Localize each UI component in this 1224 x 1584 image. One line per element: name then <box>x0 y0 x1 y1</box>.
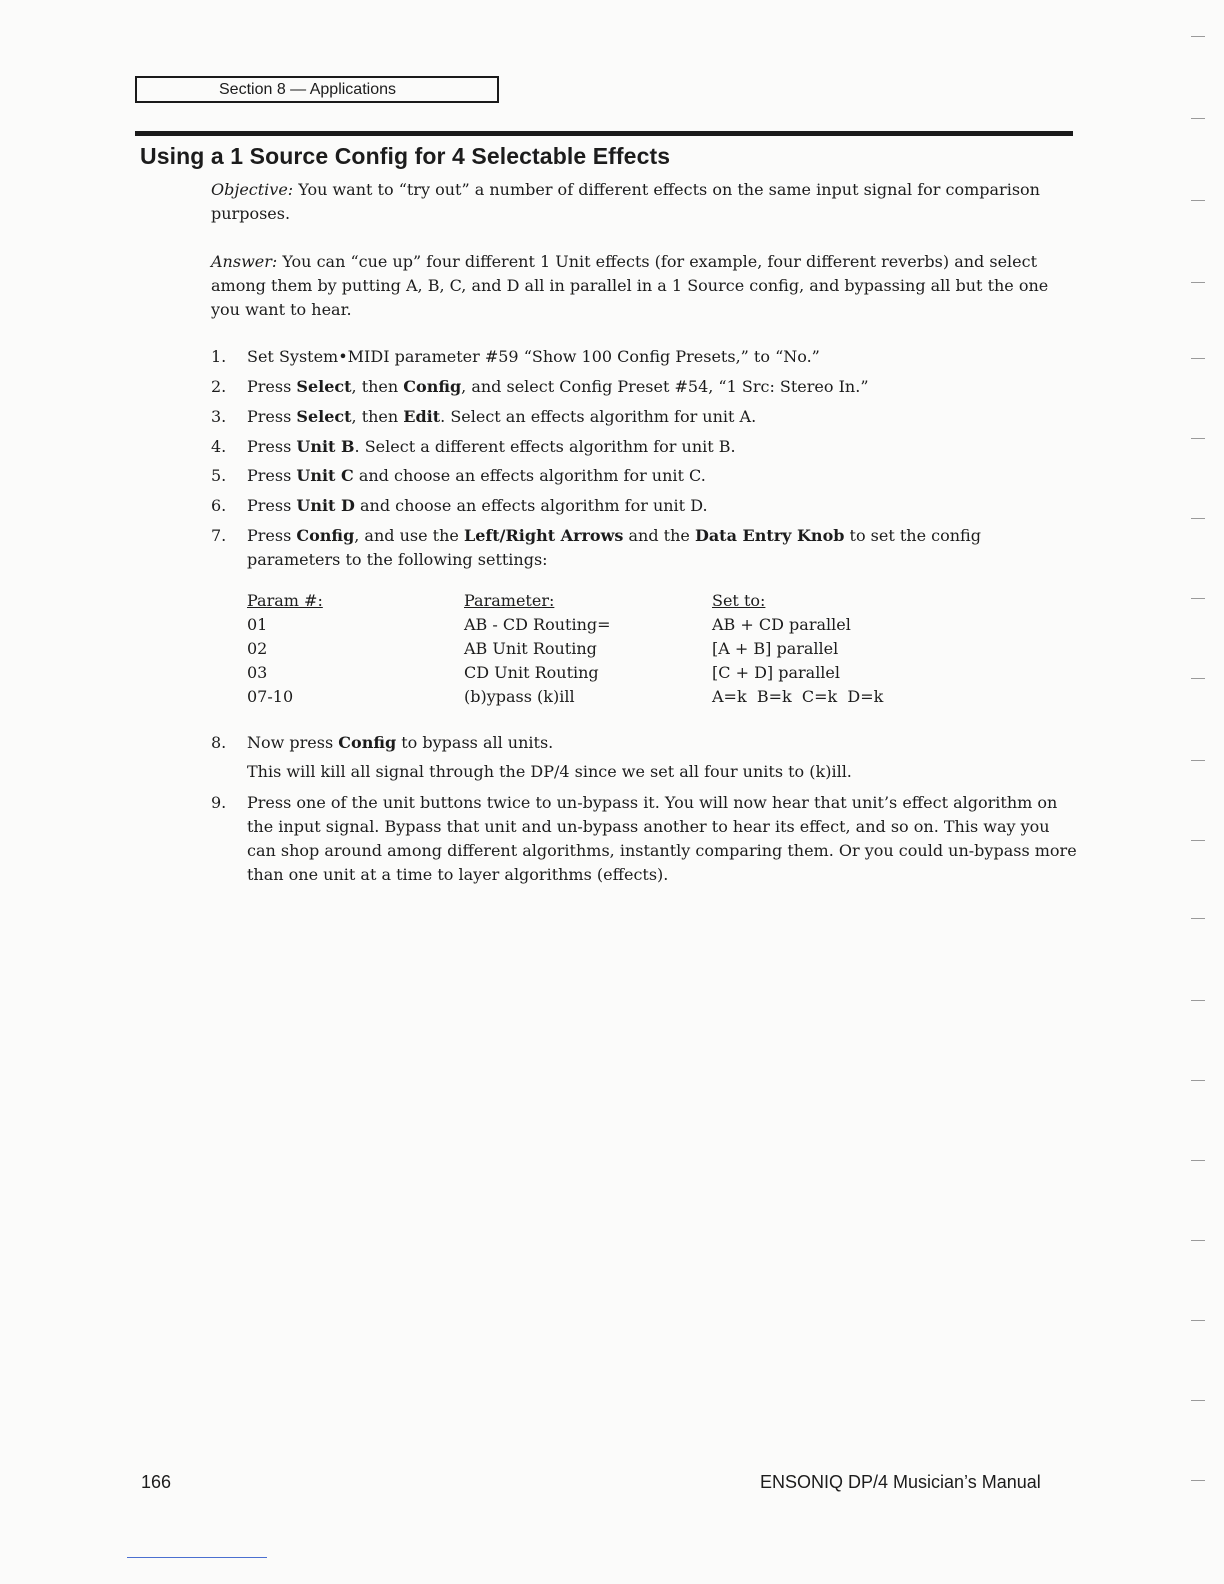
table-cell: (b)ypass (k)ill <box>464 687 575 706</box>
config-button-ref: Config <box>296 526 355 545</box>
table-cell: AB - CD Routing= <box>464 615 611 634</box>
col-header-parameter: Parameter: <box>464 591 555 610</box>
step-text: Now press Config to bypass all units. <box>247 733 554 752</box>
objective-label: Objective: <box>211 180 294 199</box>
col-header-param: Param #: <box>247 591 323 610</box>
step-number: 4. <box>211 437 227 456</box>
table-cell: 07-10 <box>247 687 294 706</box>
arrows-button-ref: Left/Right Arrows <box>463 526 624 545</box>
table-row <box>247 661 947 685</box>
objective-paragraph <box>211 178 1076 226</box>
step-number: 6. <box>211 496 227 515</box>
table-cell: [A + B] parallel <box>712 639 839 658</box>
unit-b-button-ref: Unit B <box>296 437 355 456</box>
step-number: 3. <box>211 407 227 426</box>
page-number: 166 <box>141 1472 172 1492</box>
section-label: Section 8 — Applications <box>219 81 396 98</box>
objective-text: You want to “try out” a number of different effects on the same input signal for comparison purposes. <box>211 180 1040 223</box>
step-number: 9. <box>211 793 227 812</box>
edit-button-ref: Edit <box>403 407 441 426</box>
step-number: 8. <box>211 733 227 752</box>
step-text: Set System•MIDI parameter #59 “Show 100 Config Presets,” to “No.” <box>247 347 820 366</box>
unit-c-button-ref: Unit C <box>296 466 354 485</box>
step-number: 2. <box>211 377 227 396</box>
step-number: 5. <box>211 466 227 485</box>
table-cell: 02 <box>247 639 268 658</box>
title-rule <box>135 131 1073 136</box>
step-text: Press Unit B. Select a different effects algorithm for unit B. <box>247 437 736 456</box>
step-text: Press Select, then Edit. Select an effects algorithm for unit A. <box>247 407 757 426</box>
step-text: Press Select, then Config, and select Config Preset #54, “1 Src: Stereo In.” <box>247 377 869 396</box>
answer-label: Answer: <box>211 252 278 271</box>
table-cell: [C + D] parallel <box>712 663 841 682</box>
step-text: Press Unit C and choose an effects algorithm for unit C. <box>247 466 706 485</box>
select-button-ref: Select <box>296 377 352 396</box>
config-button-ref: Config <box>338 733 397 752</box>
table-row <box>247 685 947 709</box>
answer-text: You can “cue up” four different 1 Unit effects (for example, four different reverbs) and select among them by putting A, B, C, and D all in parallel in a 1 Source config, and bypassing all but the one you want to hear. <box>211 252 1049 319</box>
section-header-box <box>135 76 499 103</box>
step-number: 7. <box>211 526 227 545</box>
col-header-setto: Set to: <box>712 591 766 610</box>
step-text: Press Unit D and choose an effects algorithm for unit D. <box>247 496 708 515</box>
table-cell: 01 <box>247 615 268 634</box>
config-button-ref: Config <box>403 377 462 396</box>
page-title: Using a 1 Source Config for 4 Selectable Effects <box>140 143 671 169</box>
unit-d-button-ref: Unit D <box>296 496 355 515</box>
step-text: Press one of the unit buttons twice to un-bypass it. You will now hear that unit’s effect algorithm on the input signal. Bypass that unit and un-bypass another to hear its effect, and so on. This way you can shop around among different algorithms, instantly comparing them. Or you could un-bypass more than one unit at a time to layer algorithms (effects). <box>247 793 1077 884</box>
bottom-edge-line <box>127 1557 267 1558</box>
table-row <box>247 637 947 661</box>
table-cell: 03 <box>247 663 268 682</box>
answer-paragraph <box>211 250 1076 322</box>
table-row <box>247 613 947 637</box>
scan-edge-marks <box>1164 0 1224 1584</box>
select-button-ref: Select <box>296 407 352 426</box>
step-8-note: This will kill all signal through the DP/4 since we set all four units to (k)ill. <box>247 762 852 781</box>
step-text: Press Config, and use the Left/Right Arrows and the Data Entry Knob to set the config parameters to the following settings: <box>247 526 981 569</box>
manual-title: ENSONIQ DP/4 Musician’s Manual <box>760 1472 1041 1492</box>
data-entry-knob-ref: Data Entry Knob <box>694 526 845 545</box>
config-settings-table <box>247 589 947 709</box>
table-cell: A=k B=k C=k D=k <box>712 687 884 706</box>
step-number: 1. <box>211 347 227 366</box>
table-cell: CD Unit Routing <box>464 663 599 682</box>
table-header-row <box>247 589 947 613</box>
table-cell: AB + CD parallel <box>712 615 851 634</box>
table-cell: AB Unit Routing <box>464 639 597 658</box>
